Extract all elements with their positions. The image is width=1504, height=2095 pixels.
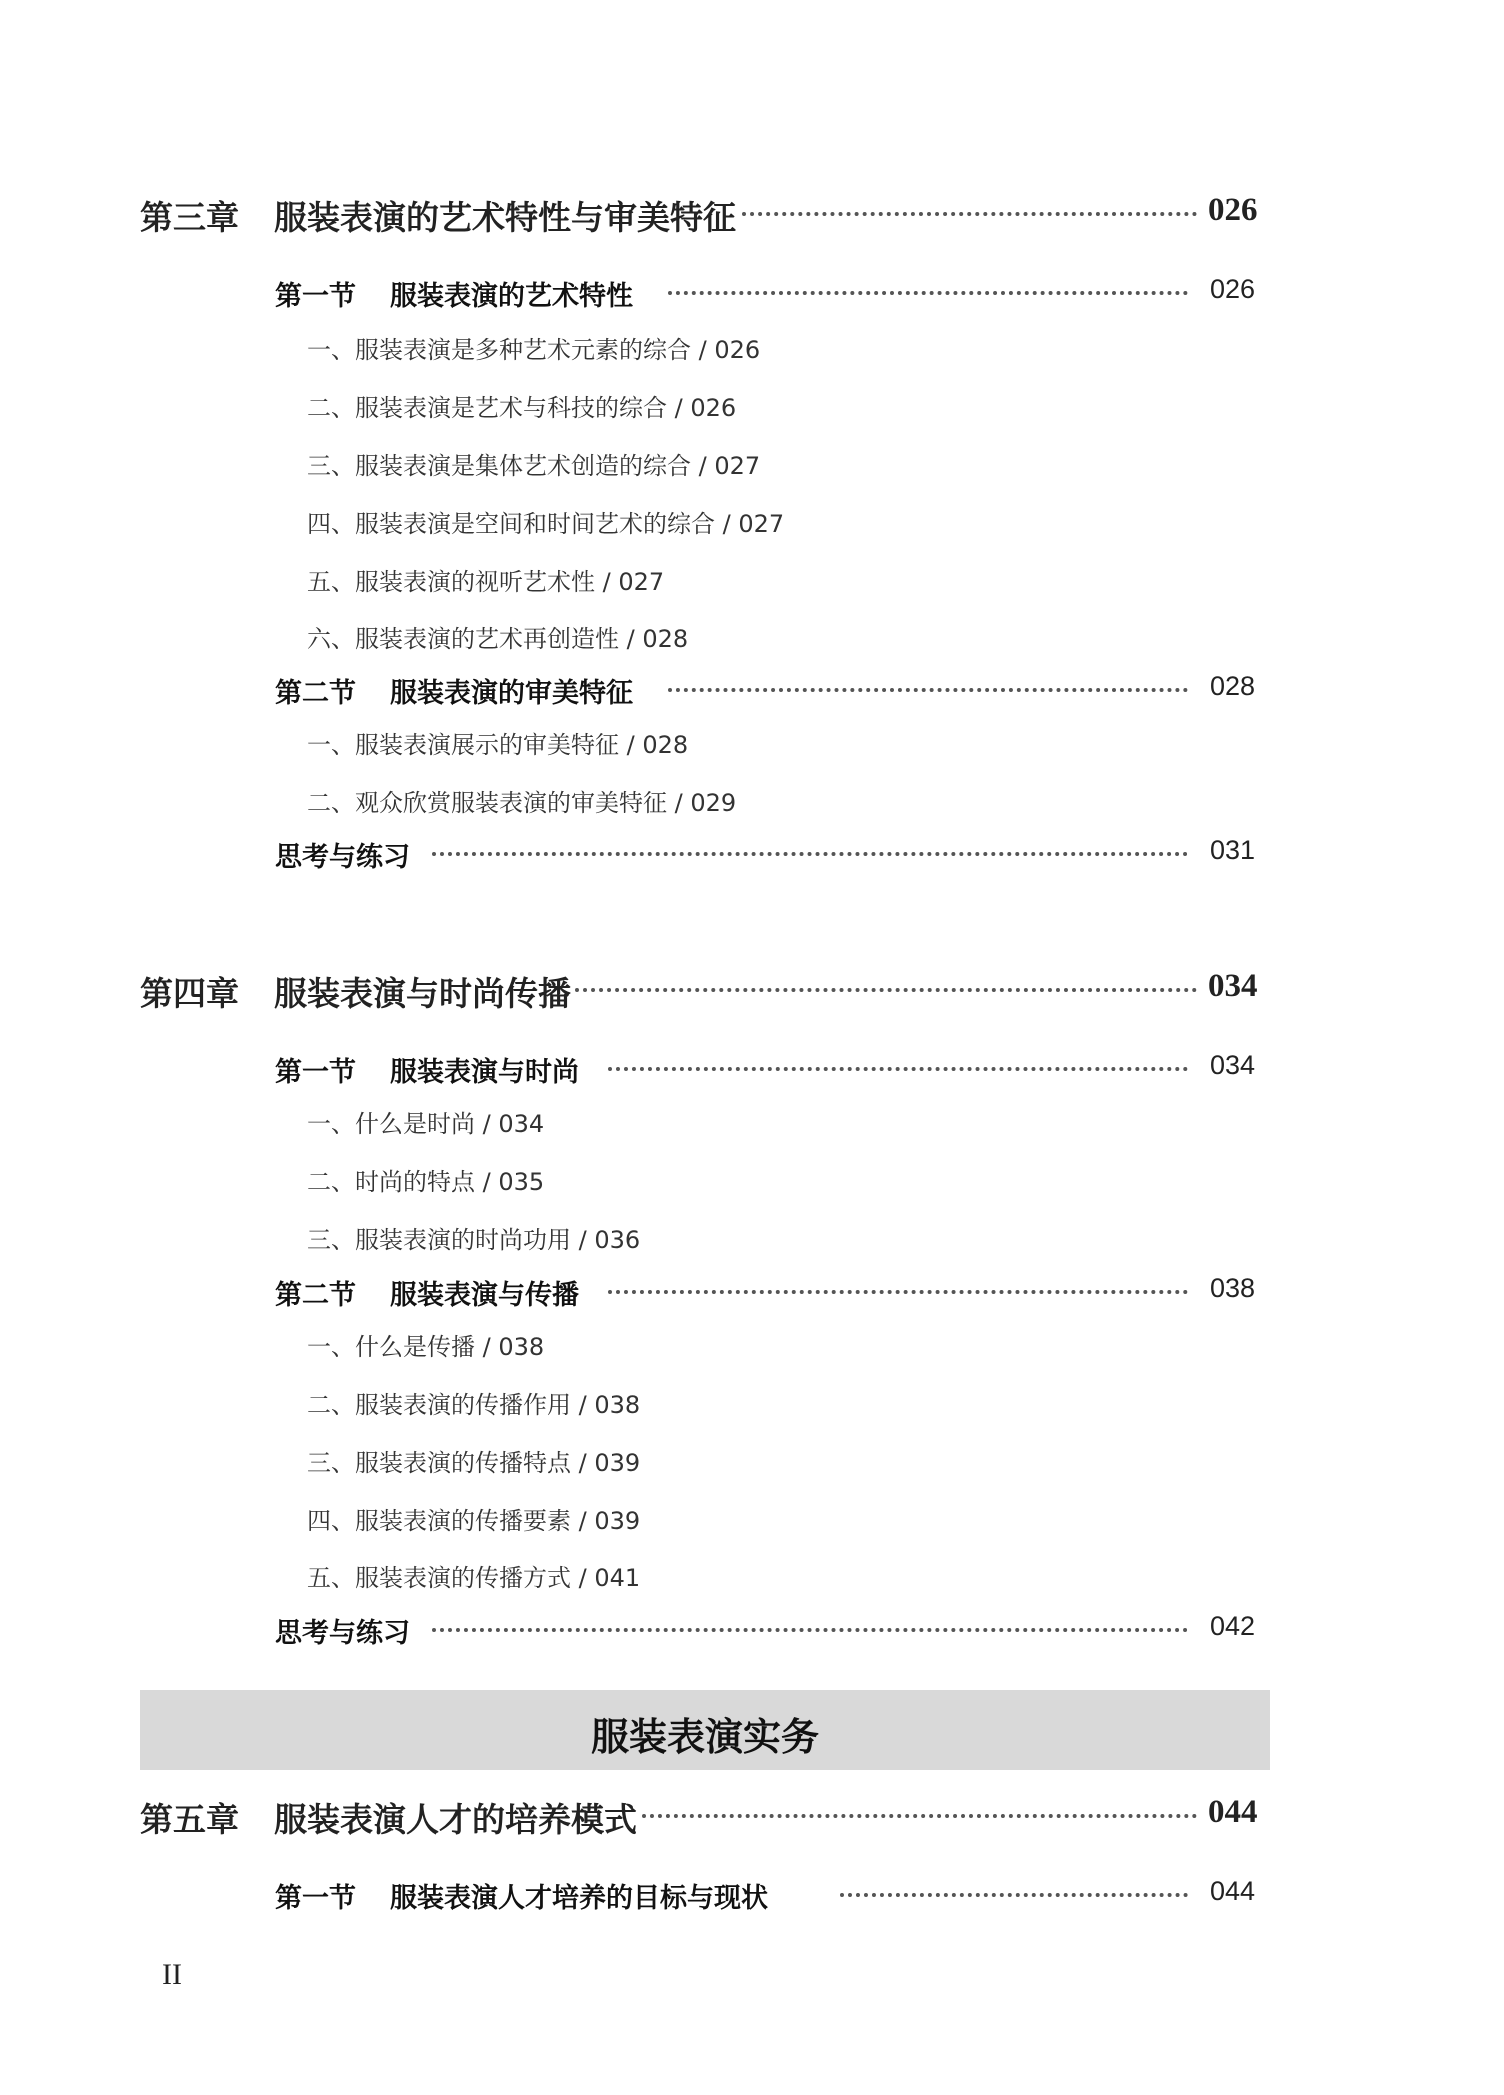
list-item[interactable]: 三、服装表演的时尚功用 / 036 [307,1226,641,1254]
section-title: 服装表演的艺术特性 [390,281,633,312]
leader-dots [642,1814,1197,1818]
list-item[interactable]: 二、时尚的特点 / 035 [307,1168,545,1196]
section-page: 044 [1210,1876,1256,1906]
list-item[interactable]: 三、服装表演的传播特点 / 039 [307,1449,641,1477]
list-item[interactable]: 二、服装表演的传播作用 / 038 [307,1391,641,1419]
section-label: 第一节 [275,1883,356,1914]
section-page: 034 [1210,1050,1256,1080]
list-item[interactable]: 六、服装表演的艺术再创造性 / 028 [307,625,689,653]
section-title: 服装表演与时尚 [390,1057,579,1088]
chapter-page: 044 [1208,1794,1258,1830]
chapter-label: 第四章 [140,974,239,1013]
list-item[interactable]: 一、服装表演是多种艺术元素的综合 / 026 [307,336,761,364]
list-item[interactable]: 四、服装表演的传播要素 / 039 [307,1507,641,1535]
list-item[interactable]: 五、服装表演的视听艺术性 / 027 [307,568,665,596]
leader-dots [742,212,1197,216]
leader-dots [432,852,1188,856]
review-page: 042 [1210,1611,1256,1641]
page-folio: II [162,1958,182,1991]
list-item[interactable]: 一、服装表演展示的审美特征 / 028 [307,731,689,759]
list-item[interactable]: 二、观众欣赏服装表演的审美特征 / 029 [307,789,737,817]
part-banner-title: 服装表演实务 [590,1715,819,1759]
section-title: 服装表演人才培养的目标与现状 [390,1883,768,1914]
section-page: 028 [1210,671,1256,701]
list-item[interactable]: 三、服装表演是集体艺术创造的综合 / 027 [307,452,761,480]
leader-dots [608,1290,1188,1294]
section-title: 服装表演与传播 [390,1280,579,1311]
review-title: 思考与练习 [275,1618,410,1649]
section-label: 第一节 [275,1057,356,1088]
list-item[interactable]: 四、服装表演是空间和时间艺术的综合 / 027 [307,510,785,538]
section-page: 038 [1210,1273,1256,1303]
leader-dots [432,1628,1188,1632]
leader-dots [668,688,1188,692]
list-item[interactable]: 五、服装表演的传播方式 / 041 [307,1564,641,1592]
section-label: 第二节 [275,1280,356,1311]
review-page: 031 [1210,835,1256,865]
chapter-page: 034 [1208,968,1258,1004]
list-item[interactable]: 二、服装表演是艺术与科技的综合 / 026 [307,394,737,422]
chapter-title: 服装表演人才的培养模式 [274,1800,637,1839]
chapter-title: 服装表演的艺术特性与审美特征 [274,198,736,237]
section-page: 026 [1210,274,1256,304]
review-title: 思考与练习 [275,842,410,873]
section-label: 第二节 [275,678,356,709]
chapter-label: 第五章 [140,1800,239,1839]
leader-dots [608,1067,1188,1071]
list-item[interactable]: 一、什么是时尚 / 034 [307,1110,545,1138]
chapter-page: 026 [1208,192,1258,228]
leader-dots [840,1893,1188,1897]
section-label: 第一节 [275,281,356,312]
chapter-label: 第三章 [140,198,239,237]
leader-dots [668,291,1188,295]
part-banner [140,1690,1270,1770]
list-item[interactable]: 一、什么是传播 / 038 [307,1333,545,1361]
chapter-title: 服装表演与时尚传播 [274,974,571,1013]
section-title: 服装表演的审美特征 [390,678,633,709]
leader-dots [575,988,1197,992]
